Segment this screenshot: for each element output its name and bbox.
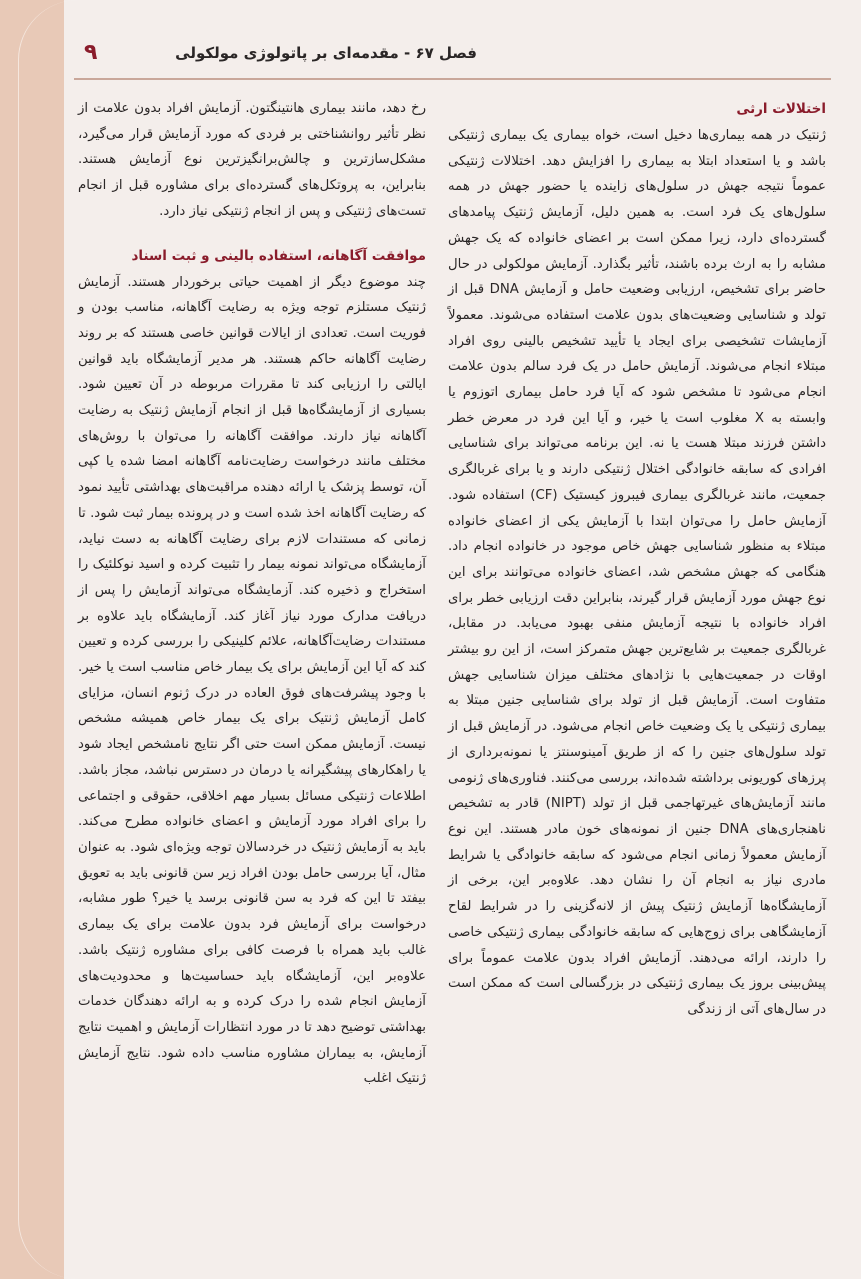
section-spacer [78,225,426,243]
left-text-column [78,96,426,1092]
page-header [64,34,861,86]
section-heading-hereditary-disorders: اختلالات ارثی [736,101,826,117]
running-title: فصل ۶۷ - مقدمه‌ای بر پاتولوژی مولکولی [175,44,477,62]
header-divider [74,78,831,80]
page-number: ۹ [84,40,98,65]
section-heading-informed-consent: موافقت آگاهانه، استفاده بالینی و ثبت اسناد [131,247,426,264]
body-paragraph: رخ دهد، مانند بیماری هانتینگتون. آزمایش افراد بدون علامت از نظر تأثیر روانشناختی بر فردی که مورد آزمایش قرار می‌گیرد، مشکل‌سازترین و چالش‌برانگیزترین نوع آزمایش هستند. بنابراین، به پروتکل‌های گسترده‌ای برای مشاوره قبل از انجام تست‌های ژنتیکی و پس از انجام ژنتیکی نیاز دارد. [78,101,426,219]
body-paragraph: چند موضوع دیگر از اهمیت حیاتی برخوردار هستند. آزمایش ژنتیک مستلزم توجه ویژه به رضایت آگاهانه، مناسب بودن و فوریت است. تعدادی از ایالات قوانین خاصی هستند که بر روند رضایت آگاهانه حاکم هستند. هر مدیر آزمایشگاه باید قوانین ایالتی را ارزیابی کند تا مقررات مربوطه در آن تعیین شود. بسیاری از آزمایشگاه‌ها قبل از انجام آزمایش ژنتیک به رضایت آگاهانه نیاز دارند. موافقت آگاهانه را می‌توان با روش‌های مختلف مانند درخواست رضایت‌نامه آگاهانه امضا شده یا کپی آن، توسط پزشک یا ارائه دهنده مراقبت‌های بهداشتی تأیید نمود که رضایت آگاهانه اخذ شده است و در پرونده بیمار ثبت شود. تا زمانی که مستندات لازم برای رضایت آگاهانه به دست نیاید، آزمایشگاه می‌تواند نمونه بیمار را تثبیت کرده و اسید نوکلئیک را استخراج و ذخیره کند. آزمایشگاه می‌تواند آزمایش را پس از دریافت مدارک مورد نیاز آغاز کند. آزمایشگاه باید علاوه بر مستندات رضایت‌آگاهانه، علائم کلینیکی را بررسی کرده و تعیین کند که آیا این آزمایش برای یک بیمار خاص مناسب است یا خیر. با وجود پیشرفت‌های فوق العاده در درک ژنوم انسان، مزایای کامل آزمایش ژنتیک برای یک بیمار خاص همیشه مشخص نیست. آزمایش ممکن است حتی اگر نتایج نامشخص ایجاد شود یا راهکارهای پیشگیرانه یا درمان در دسترس نباشد، مجاز باشد. اطلاعات ژنتیکی مسائل بسیار مهم اخلاقی، حقوقی و اجتماعی را برای افراد مورد آزمایش و اعضای خانواده مطرح می‌کند. باید به آزمایش ژنتیک در خردسالان توجه ویژه‌ای شود. به عنوان مثال، آیا بررسی حامل بودن افراد زیر سن قانونی باید به تعویق بیفتد تا این که فرد به سن قانونی برسد یا خیر؟ طور مشابه، درخواست برای آزمایش فرد بدون علامت برای یک بیماری غالب باید همراه با فرصت کافی برای مشاوره ژنتیک باشد. علاوه‌بر این، آزمایشگاه باید حساسیت‌ها و محدودیت‌های آزمایش انجام شده را درک کرده و به ارائه دهندگان خدمات بهداشتی توضیح دهد تا در مورد انتظارات آزمایش و اهمیت نتایج آزمایش، به بیماران مشاوره مناسب داده شود. نتایج آزمایش ژنتیک اغلب [78,274,426,1087]
decorative-side-band [0,0,64,1279]
body-paragraph: ژنتیک در همه بیماری‌ها دخیل است، خواه بیماری یک بیماری ژنتیکی باشد و یا استعداد ابتلا به بیماری را افزایش دهد. اختلالات ژنتیکی عموماً نتیجه جهش در سلول‌های زاینده یا حضور جهش در همه سلول‌های یک فرد است. به همین دلیل، آزمایش ژنتیک پیامدهای گسترده‌ای دارد، زیرا ممکن است بر اعضای خانواده که یک جهش مشابه را به ارث برده باشند، تأثیر بگذارد. آزمایش مولکولی در حال حاضر برای تشخیص، ارزیابی وضعیت حامل و آزمایش DNA قبل از تولد و شناسایی وضعیت‌های بدون علامت استفاده می‌شوند. معمولاً آزمایشات تشخیصی برای ایجاد یا تأیید تشخیص بالینی روی افراد مبتلاء انجام می‌شوند. آزمایش حامل در یک فرد سالم بدون علامت انجام می‌شود تا مشخص شود که آیا فرد حامل بیماری اتوزوم یا وابسته به X مغلوب است یا خیر، و آیا این فرد در معرض خطر داشتن فرزند مبتلا هست یا نه. این برنامه می‌تواند برای شناسایی افرادی که سابقه خانوادگی اختلال ژنتیکی دارند و یا برای غربالگری جمعیت، مانند غربالگری بیماری فیبروز کیستیک (CF) استفاده شود. آزمایش حامل را می‌توان ابتدا با آزمایش یکی از اعضای خانواده مبتلاء به منظور شناسایی جهش خاص موجود در خانواده انجام داد. هنگامی که جهش مشخص شد، اعضای خانواده می‌توانند برای این نوع جهش مورد آزمایش قرار گیرند، بنابراین دقت ارزیابی خطر برای افراد خانواده با نتیجه آزمایش منفی بهبود می‌یابد. در مقابل، غربالگری جمعیت بر شایع‌ترین جهش متمرکز است، از این رو بیشتر اوقات در جمعیت‌هایی با نژادهای مختلف میزان شناسایی جهش متفاوت است. آزمایش قبل از تولد برای شناسایی جنین مبتلا به بیماری ژنتیکی یا یک وضعیت خاص انجام می‌شود. در آزمایش قبل از تولد سلول‌های جنین را که از طریق آمینوسنتز یا نمونه‌برداری از پرزهای کوریونی برداشته شده‌اند، بررسی می‌کنند. فناوری‌های ژنومی مانند آزمایش‌های غیرتهاجمی قبل از تولد (NIPT) قادر به تشخیص ناهنجاری‌های DNA جنین از نمونه‌های خون مادر هستند. این نوع آزمایش معمولاً زمانی انجام می‌شود که سابقه خانوادگی یا شرایط مادری نیاز به انجام آن را نشان دهد. علاوه‌بر این، برخی از آزمایشگاه‌ها آزمایش ژنتیک پیش از لانه‌گزینی را در شرایط لقاح آزمایشگاهی برای زوج‌هایی که سابقه خانوادگی بیماری ژنتیکی خاصی را دارند، ارائه می‌دهند. آزمایش افراد بدون علامت عموماً برای پیش‌بینی بروز یک بیماری ژنتیکی در بزرگسالی است که ممکن است در سال‌های آتی از زندگی [448,128,826,1017]
right-text-column [448,96,826,1023]
